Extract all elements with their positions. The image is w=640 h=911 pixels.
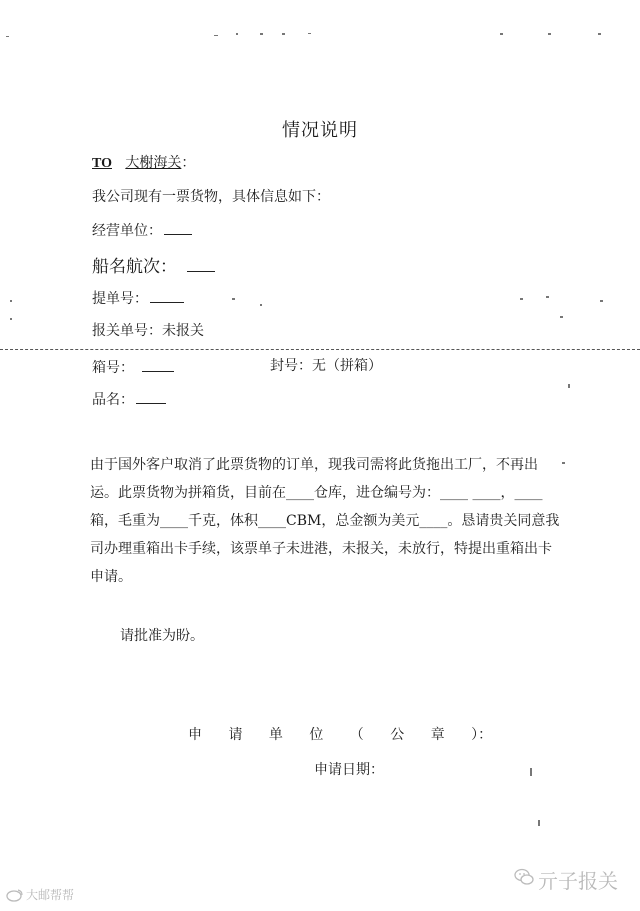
scan-speck bbox=[10, 300, 12, 302]
declaration-field bbox=[92, 320, 204, 340]
vessel-field bbox=[92, 252, 215, 277]
scan-speck bbox=[546, 296, 549, 298]
business-unit-field bbox=[92, 220, 192, 240]
scan-speck bbox=[282, 33, 285, 35]
scan-speck bbox=[260, 304, 262, 306]
goods-label: 品名： bbox=[92, 392, 134, 408]
vessel-blank bbox=[187, 271, 215, 272]
applicant-line bbox=[188, 724, 492, 744]
scan-fold-line bbox=[0, 349, 640, 350]
vessel-label: 船名航次： bbox=[92, 257, 177, 277]
bl-label: 提单号： bbox=[92, 291, 148, 307]
document-title: 情况说明 bbox=[282, 120, 358, 141]
scan-speck bbox=[600, 300, 603, 302]
weibo-icon bbox=[6, 888, 24, 902]
watermark-left: 大邮帮帮 bbox=[26, 888, 75, 902]
apply-date-label: 申请日期： bbox=[314, 762, 384, 778]
scan-speck bbox=[232, 298, 235, 300]
bl-field bbox=[92, 288, 184, 308]
scan-speck bbox=[308, 33, 311, 34]
addressee-value: 大榭海关 bbox=[125, 155, 182, 171]
explanation-paragraph: 由于国外客户取消了此票货物的订单，现我司需将此货拖出工厂，不再出运。此票货物为拼箱货，目前在____仓库，进仓编号为：____ ____，____箱，毛重为____千克，体积____CBM，总金额为美元____。恳请贵关同意我司办理重箱出卡手续，该票单子未进港，未报关，未放行，特提出重箱出卡申请。 bbox=[90, 457, 560, 585]
request-line: 请批准为盼。 bbox=[120, 628, 204, 644]
declaration-label: 报关单号： bbox=[92, 323, 162, 339]
declaration-value: 未报关 bbox=[162, 323, 204, 339]
to-label: TO bbox=[92, 156, 112, 171]
scan-speck bbox=[260, 33, 263, 35]
business-unit-blank bbox=[164, 234, 192, 235]
scan-speck bbox=[10, 318, 12, 320]
scan-speck bbox=[538, 820, 540, 826]
goods-blank bbox=[136, 403, 166, 404]
wechat-icon bbox=[514, 868, 534, 886]
scan-speck bbox=[548, 33, 551, 35]
seal-label: 封号： bbox=[270, 358, 312, 374]
seal-field bbox=[270, 355, 382, 375]
container-field bbox=[92, 357, 174, 377]
bl-blank bbox=[150, 302, 184, 303]
scan-speck bbox=[214, 35, 218, 36]
scan-speck bbox=[562, 462, 565, 464]
scan-speck bbox=[520, 298, 523, 300]
goods-field bbox=[92, 389, 166, 409]
container-blank bbox=[142, 371, 174, 372]
scan-speck bbox=[598, 33, 601, 35]
scan-speck bbox=[530, 768, 532, 776]
scan-speck bbox=[6, 36, 9, 37]
applicant-text: 申 请 单 位 （ 公 章 ）： bbox=[188, 727, 493, 743]
watermark-right: 亓子报关 bbox=[538, 869, 618, 893]
scan-speck bbox=[560, 316, 563, 318]
scan-speck bbox=[500, 33, 503, 35]
seal-value: 无（拼箱） bbox=[312, 358, 382, 374]
container-label: 箱号： bbox=[92, 360, 134, 376]
intro-line: 我公司现有一票货物，具体信息如下： bbox=[92, 189, 330, 205]
scan-speck bbox=[236, 33, 238, 35]
addressee-line bbox=[92, 152, 195, 172]
scan-speck bbox=[568, 384, 570, 388]
business-unit-label: 经营单位： bbox=[92, 223, 162, 239]
addressee-colon: ： bbox=[181, 155, 196, 171]
